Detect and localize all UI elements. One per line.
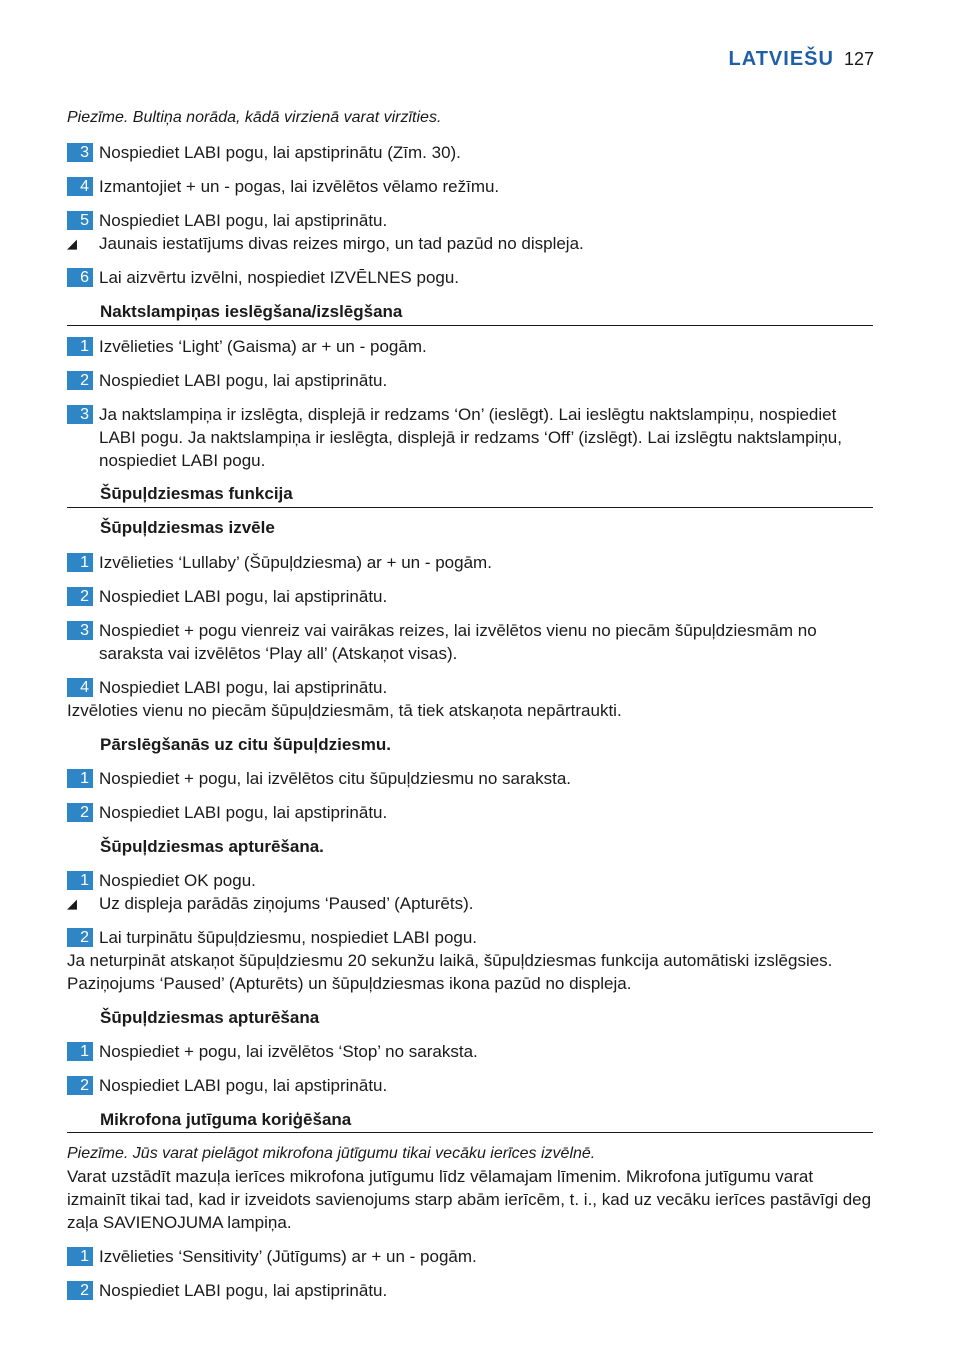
step-text: Nospiediet LABI pogu, lai apstiprinātu. bbox=[99, 803, 388, 822]
step-item bbox=[67, 1074, 874, 1097]
step-item bbox=[67, 403, 874, 472]
step-item bbox=[67, 551, 874, 574]
step-item bbox=[67, 369, 874, 392]
step-number: 1 bbox=[67, 769, 93, 788]
step-text: Lai turpinātu šūpuļdziesmu, nospiediet LABI pogu. bbox=[99, 928, 478, 947]
page-number: 127 bbox=[843, 49, 874, 69]
step-number: 3 bbox=[67, 143, 93, 162]
language-label: LATVIEŠU bbox=[728, 48, 834, 70]
step-item bbox=[67, 619, 874, 665]
step-number: 3 bbox=[67, 405, 93, 424]
step-text: Nospiediet LABI pogu, lai apstiprinātu. bbox=[99, 1281, 388, 1300]
step-text: Nospiediet + pogu, lai izvēlētos ‘Stop’ no saraksta. bbox=[99, 1042, 478, 1061]
section-divider bbox=[67, 1132, 873, 1133]
note-arrow: Piezīme. Bultiņa norāda, kādā virzienā varat virzīties. bbox=[67, 109, 442, 126]
step-text: Nospiediet OK pogu. bbox=[99, 871, 256, 890]
step-item bbox=[67, 801, 874, 824]
step-text: Ja naktslampiņa ir izslēgta, displejā ir redzams ‘On’ (ieslēgt). Lai ieslēgtu naktslampiņu, nospiediet LABI pogu. Ja naktslampiņa ir ieslēgta, displejā ir redzams ‘Off’ (izslēgt). Lai izslēgtu naktslampiņu, nospiediet LABI pogu. bbox=[99, 405, 842, 470]
section-heading: Šūpuļdziesmas funkcija bbox=[100, 484, 293, 503]
section-divider bbox=[67, 325, 873, 326]
step-number: 1 bbox=[67, 553, 93, 572]
step-number: 2 bbox=[67, 928, 93, 947]
step-text: Nospiediet + pogu, lai izvēlētos citu šūpuļdziesmu no saraksta. bbox=[99, 769, 572, 788]
step-number: 4 bbox=[67, 177, 93, 196]
step-number: 2 bbox=[67, 1076, 93, 1095]
step-text: Nospiediet + pogu vienreiz vai vairākas reizes, lai izvēlētos vienu no piecām šūpuļdziesmām no saraksta vai izvēlētos ‘Play all’ (Atskaņot visas). bbox=[99, 621, 817, 663]
info-paragraph: Izvēloties vienu no piecām šūpuļdziesmām, tā tiek atskaņota nepārtraukti. bbox=[67, 701, 622, 720]
section-heading: Naktslampiņas ieslēgšana/izslēgšana bbox=[100, 302, 403, 321]
triangle-bullet-icon: ◢ bbox=[67, 896, 77, 911]
step-text: Nospiediet LABI pogu, lai apstiprinātu. bbox=[99, 587, 388, 606]
step-number: 1 bbox=[67, 1042, 93, 1061]
info-paragraph: Varat uzstādīt mazuļa ierīces mikrofona jutīgumu līdz vēlamajam līmenim. Mikrofona jutīgumu varat izmainīt tikai tad, kad ir izveidots savienojums starp abām ierīcēm, t. i., kad uz vecāku ierīces pastāvīgi deg zaļa SAVIENOJUMA lampiņa. bbox=[67, 1167, 872, 1232]
step-text: Nospiediet LABI pogu, lai apstiprinātu. bbox=[99, 678, 388, 697]
step-item bbox=[67, 1279, 874, 1302]
subsection-heading: Pārslēgšanās uz citu šūpuļdziesmu. bbox=[100, 735, 391, 754]
step-item bbox=[67, 1040, 874, 1063]
step-item bbox=[67, 141, 874, 164]
step-number: 2 bbox=[67, 371, 93, 390]
step-item bbox=[67, 926, 874, 949]
step-item bbox=[67, 767, 874, 790]
step-number: 2 bbox=[67, 1281, 93, 1300]
step-text: Izvēlieties ‘Lullaby’ (Šūpuļdziesma) ar + un - pogām. bbox=[99, 553, 492, 572]
subsection-heading: Šūpuļdziesmas apturēšana bbox=[100, 1008, 320, 1027]
result-bullet bbox=[67, 892, 474, 915]
step-number: 1 bbox=[67, 1247, 93, 1266]
step-item bbox=[67, 1245, 874, 1268]
info-paragraph: Ja neturpināt atskaņot šūpuļdziesmu 20 sekunžu laikā, šūpuļdziesmas funkcija automātiski izslēgsies. Paziņojums ‘Paused’ (Apturēts) un šūpuļdziesmas ikona pazūd no displeja. bbox=[67, 951, 833, 993]
step-text: Izmantojiet + un - pogas, lai izvēlētos vēlamo režīmu. bbox=[99, 177, 500, 196]
subsection-heading: Šūpuļdziesmas apturēšana. bbox=[100, 837, 324, 856]
bullet-text: Jaunais iestatījums divas reizes mirgo, un tad pazūd no displeja. bbox=[99, 234, 584, 253]
subsection-heading: Šūpuļdziesmas izvēle bbox=[100, 518, 275, 537]
step-item bbox=[67, 209, 874, 232]
step-number: 2 bbox=[67, 803, 93, 822]
step-number: 2 bbox=[67, 587, 93, 606]
step-item bbox=[67, 585, 874, 608]
step-item bbox=[67, 676, 874, 699]
triangle-bullet-icon: ◢ bbox=[67, 236, 77, 251]
step-text: Nospiediet LABI pogu, lai apstiprinātu. bbox=[99, 371, 388, 390]
step-item bbox=[67, 266, 874, 289]
step-number: 5 bbox=[67, 211, 93, 230]
step-number: 6 bbox=[67, 268, 93, 287]
step-item bbox=[67, 869, 874, 892]
step-number: 1 bbox=[67, 337, 93, 356]
step-item bbox=[67, 175, 874, 198]
step-text: Izvēlieties ‘Sensitivity’ (Jūtīgums) ar + un - pogām. bbox=[99, 1247, 477, 1266]
step-item bbox=[67, 335, 874, 358]
step-text: Nospiediet LABI pogu, lai apstiprinātu (Zīm. 30). bbox=[99, 143, 461, 162]
step-text: Lai aizvērtu izvēlni, nospiediet IZVĒLNES pogu. bbox=[99, 268, 460, 287]
section-heading: Mikrofona jutīguma koriģēšana bbox=[100, 1110, 352, 1129]
section-divider bbox=[67, 507, 873, 508]
step-number: 4 bbox=[67, 678, 93, 697]
step-number: 1 bbox=[67, 871, 93, 890]
result-bullet bbox=[67, 232, 584, 255]
step-number: 3 bbox=[67, 621, 93, 640]
bullet-text: Uz displeja parādās ziņojums ‘Paused’ (Apturēts). bbox=[99, 894, 474, 913]
step-text: Nospiediet LABI pogu, lai apstiprinātu. bbox=[99, 211, 388, 230]
step-text: Izvēlieties ‘Light’ (Gaisma) ar + un - pogām. bbox=[99, 337, 427, 356]
note-mic: Piezīme. Jūs varat pielāgot mikrofona jūtīgumu tikai vecāku ierīces izvēlnē. bbox=[67, 1145, 596, 1162]
step-text: Nospiediet LABI pogu, lai apstiprinātu. bbox=[99, 1076, 388, 1095]
page-header bbox=[729, 48, 874, 71]
